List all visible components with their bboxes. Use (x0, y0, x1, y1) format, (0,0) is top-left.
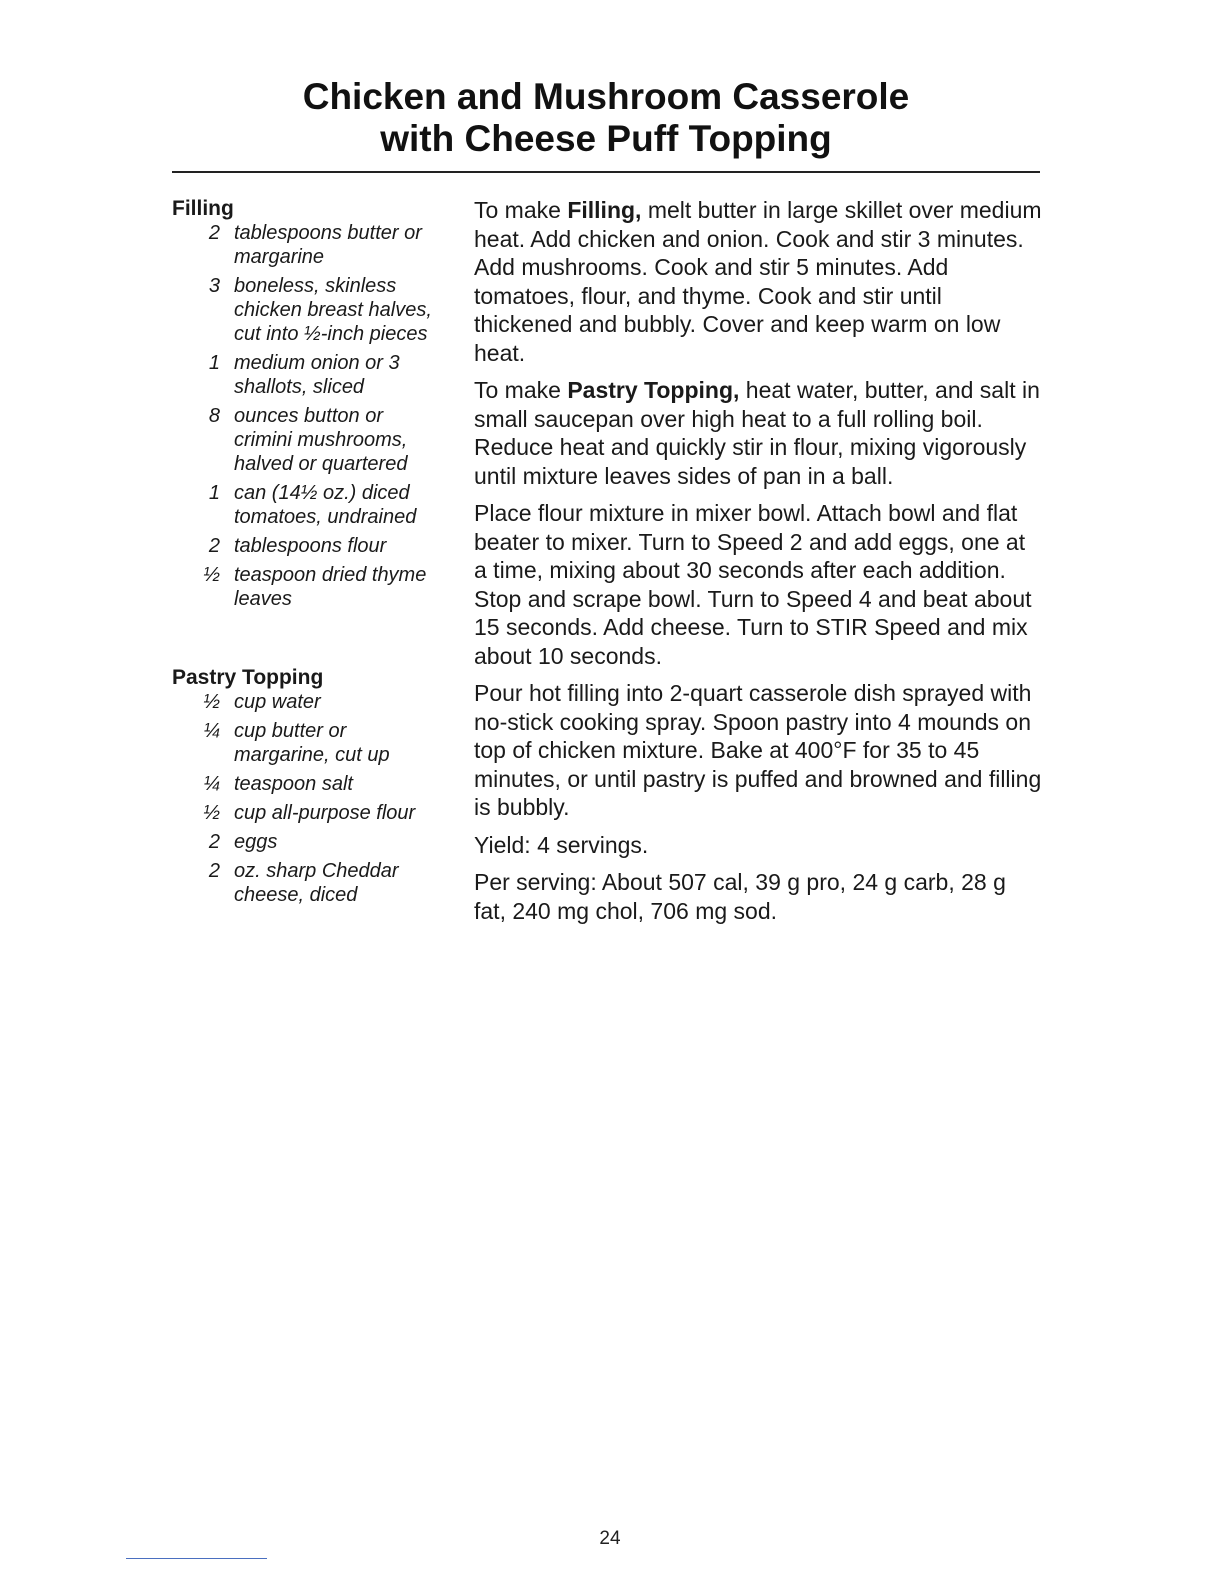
ingredient-qty: ½ (203, 802, 220, 824)
ingredient-item (172, 221, 452, 269)
direction-text: To make (474, 197, 568, 223)
ingredient-qty: ½ (203, 691, 220, 713)
ingredient-item (172, 351, 452, 399)
ingredient-desc: cup all-purpose flour (234, 802, 416, 824)
ingredient-qty: ¼ (203, 773, 220, 795)
ingredient-item (172, 690, 452, 714)
ingredient-item (172, 772, 452, 796)
ingredient-desc: cup water (234, 691, 321, 713)
ingredient-item (172, 859, 452, 907)
direction-pastry (474, 376, 1044, 490)
ingredient-qty: 1 (208, 352, 220, 374)
ingredient-item (172, 481, 452, 529)
recipe-title (172, 76, 1040, 160)
ingredient-item (172, 563, 452, 611)
ingredient-item (172, 801, 452, 825)
ingredient-qty: 8 (208, 405, 220, 427)
ingredient-qty: 2 (208, 222, 220, 244)
ingredient-item (172, 404, 452, 476)
ingredient-desc: can (14½ oz.) diced tomatoes, undrained (234, 482, 417, 528)
ingredient-desc: tablespoons flour (234, 535, 387, 557)
recipe-title-line-2: with Cheese Puff Topping (380, 118, 832, 159)
direction-keyword: Filling, (567, 197, 642, 223)
recipe-yield: Yield: 4 servings. (474, 831, 649, 858)
ingredient-desc: oz. sharp Cheddar cheese, diced (234, 860, 399, 906)
ingredient-item (172, 719, 452, 767)
ingredient-qty: 2 (208, 860, 220, 882)
footer-divider (126, 1558, 267, 1559)
ingredient-qty: 3 (208, 275, 220, 297)
direction-text: To make (474, 377, 568, 403)
direction-keyword: Pastry Topping, (567, 377, 740, 403)
ingredient-desc: teaspoon salt (234, 773, 353, 795)
title-divider (172, 171, 1040, 173)
ingredient-qty: 1 (208, 482, 220, 504)
ingredients-column (172, 197, 452, 912)
ingredient-desc: cup butter or margarine, cut up (234, 720, 390, 766)
ingredient-qty: 2 (208, 535, 220, 557)
nutrition-info: Per serving: About 507 cal, 39 g pro, 24 g carb, 28 g fat, 240 mg chol, 706 mg sod. (474, 869, 1006, 924)
ingredient-qty: ¼ (203, 720, 220, 742)
ingredient-desc: tablespoons butter or margarine (234, 222, 422, 268)
direction-text: melt butter in large skillet over medium heat. Add chicken and onion. Cook and stir 3 minutes. Add mushrooms. Cook and stir 5 minutes. Add tomatoes, flour, and thyme. Cook and stir until thickened and bubbly. Cover and keep warm on low heat. (474, 197, 1042, 366)
section-spacer (172, 616, 452, 666)
direction-mixing: Place flour mixture in mixer bowl. Attach bowl and flat beater to mixer. Turn to Speed 2 and add eggs, one at a time, mixing about 30 seconds after each addition. Stop and scrape bowl. Turn to Speed 4 and beat about 15 seconds. Add cheese. Turn to STIR Speed and mix about 10 seconds. (474, 500, 1032, 669)
recipe-title-line-1: Chicken and Mushroom Casserole (302, 76, 910, 117)
ingredient-desc: teaspoon dried thyme leaves (234, 564, 427, 610)
ingredient-desc: boneless, skinless chicken breast halves, cut into ½-inch pieces (234, 275, 432, 345)
page-number: 24 (599, 1528, 621, 1549)
ingredient-desc: eggs (234, 831, 278, 853)
ingredient-qty: 2 (208, 831, 220, 853)
ingredient-desc: medium onion or 3 shallots, sliced (234, 352, 400, 398)
filling-heading: Filling (172, 197, 234, 220)
direction-text: heat water, butter, and salt in small saucepan over high heat to a full rolling boil. Reduce heat and quickly stir in flour, mixing vigorously until mixture leaves sides of pan in a ball. (474, 377, 1040, 489)
ingredient-item (172, 534, 452, 558)
pastry-topping-heading: Pastry Topping (172, 666, 324, 689)
directions-column (474, 196, 1044, 934)
ingredient-item (172, 830, 452, 854)
pastry-ingredient-list (172, 690, 452, 907)
ingredient-item (172, 274, 452, 346)
direction-filling (474, 196, 1044, 367)
filling-ingredient-list (172, 221, 452, 611)
direction-baking: Pour hot filling into 2-quart casserole dish sprayed with no-stick cooking spray. Spoon pastry into 4 mounds on top of chicken mixture. Bake at 400°F for 35 to 45 minutes, or until pastry is puffed and browned and filling is bubbly. (474, 680, 1042, 820)
ingredient-qty: ½ (203, 564, 220, 586)
ingredient-desc: ounces button or crimini mushrooms, halved or quartered (234, 405, 408, 475)
